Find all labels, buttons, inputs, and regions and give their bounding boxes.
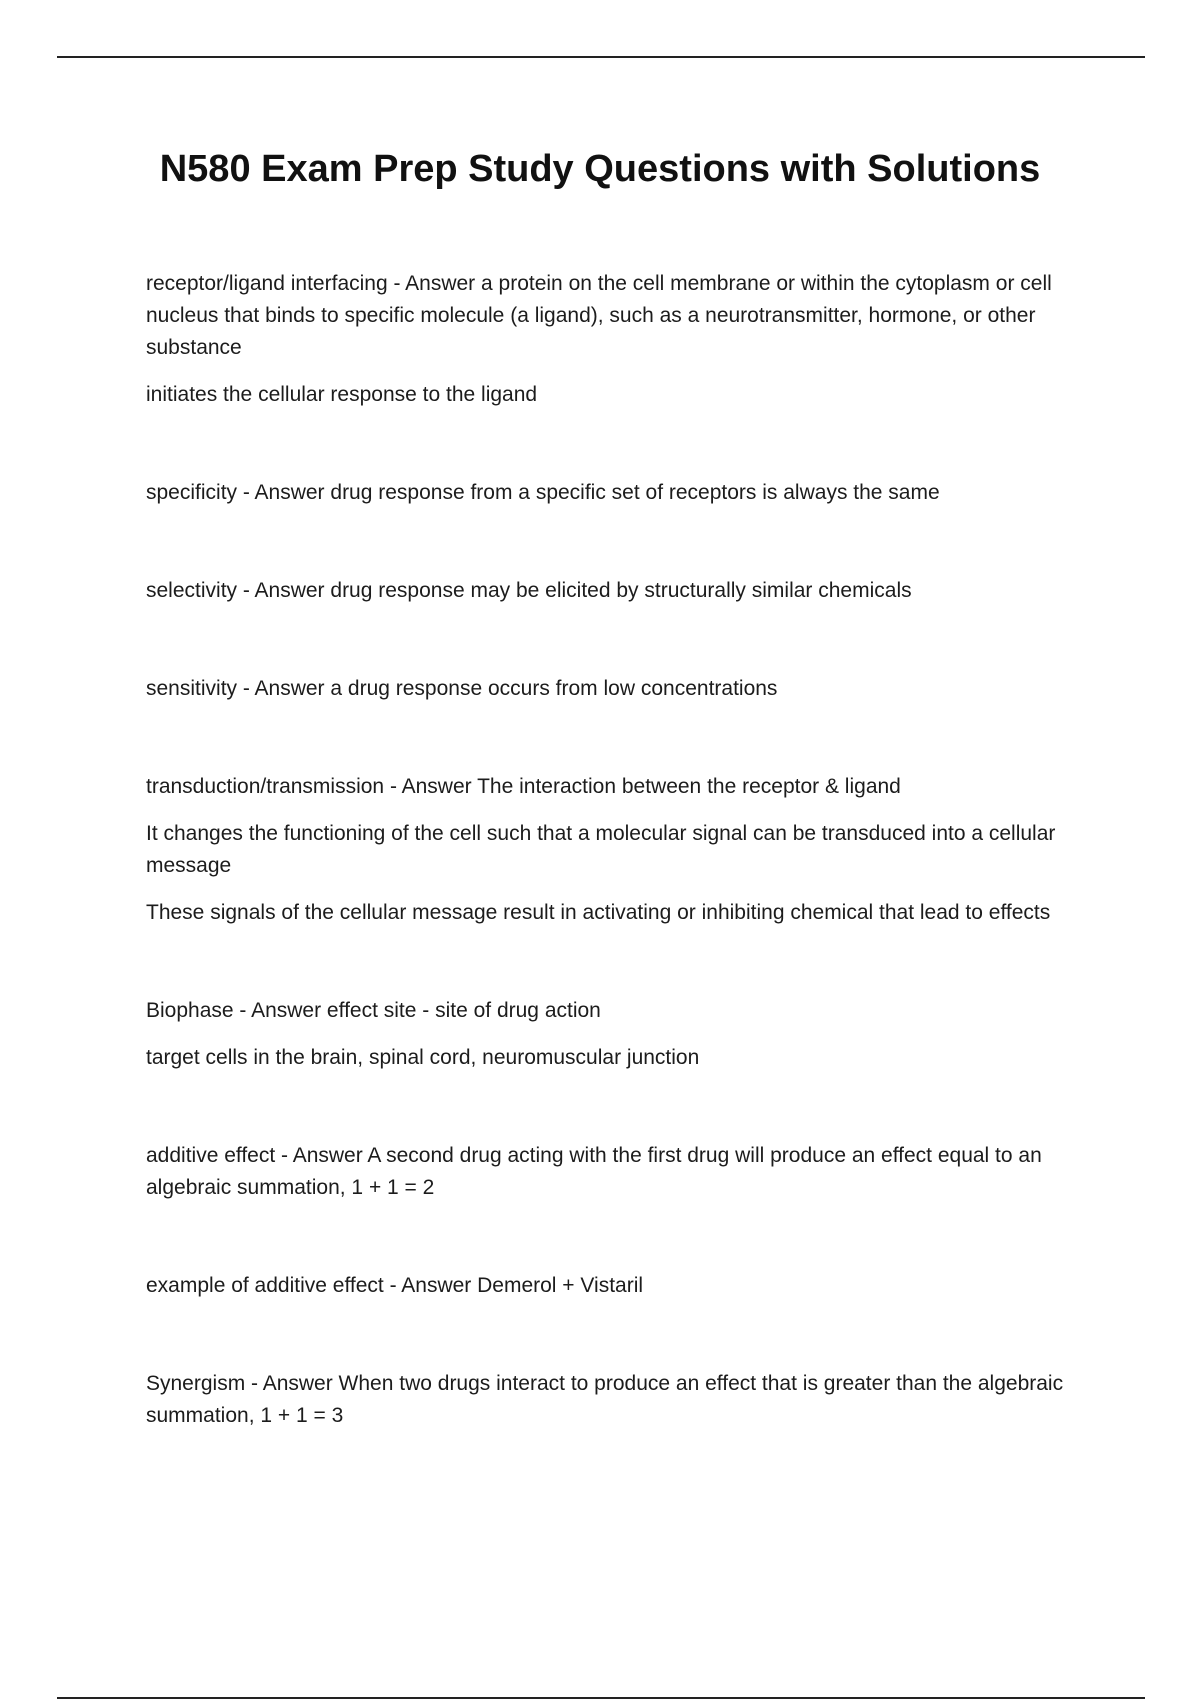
qa-entry-transduction (146, 771, 1096, 929)
entry-text: These signals of the cellular message result in activating or inhibiting chemical that lead to effects (146, 901, 1051, 924)
qa-entry-additive-example (146, 1270, 1096, 1302)
entry-text: additive effect - Answer A second drug acting with the first drug will produce an effect equal to an algebraic summation, 1 + 1 = 2 (146, 1144, 1042, 1199)
entry-text: specificity - Answer drug response from a specific set of receptors is always the same (146, 481, 940, 504)
qa-entry-biophase (146, 995, 1096, 1074)
entry-text: Biophase - Answer effect site - site of drug action (146, 999, 601, 1022)
entry-text: receptor/ligand interfacing - Answer a protein on the cell membrane or within the cytoplasm or cell nucleus that binds to specific molecule (a ligand), such as a neurotransmitter, hormone, or other substance (146, 272, 1052, 359)
qa-entry-receptor-ligand (146, 268, 1096, 411)
entry-text: Synergism - Answer When two drugs interact to produce an effect that is greater than the algebraic summation, 1 + 1 = 3 (146, 1372, 1064, 1427)
top-rule (57, 56, 1145, 58)
entry-text: transduction/transmission - Answer The interaction between the receptor & ligand (146, 775, 901, 798)
entry-text: example of additive effect - Answer Demerol + Vistaril (146, 1274, 644, 1297)
qa-entry-additive-effect (146, 1140, 1096, 1204)
qa-entry-selectivity (146, 575, 1096, 607)
qa-entry-specificity (146, 477, 1096, 509)
entry-text: initiates the cellular response to the ligand (146, 383, 538, 406)
entry-text: It changes the functioning of the cell such that a molecular signal can be transduced into a cellular message (146, 822, 1056, 877)
qa-list (146, 268, 1096, 1498)
bottom-rule (57, 1697, 1145, 1699)
qa-entry-sensitivity (146, 673, 1096, 705)
entry-text: selectivity - Answer drug response may be elicited by structurally similar chemicals (146, 579, 912, 602)
entry-text: target cells in the brain, spinal cord, neuromuscular junction (146, 1046, 700, 1069)
page-title: N580 Exam Prep Study Questions with Solutions (159, 148, 1041, 190)
qa-entry-synergism (146, 1368, 1096, 1432)
entry-text: sensitivity - Answer a drug response occurs from low concentrations (146, 677, 778, 700)
